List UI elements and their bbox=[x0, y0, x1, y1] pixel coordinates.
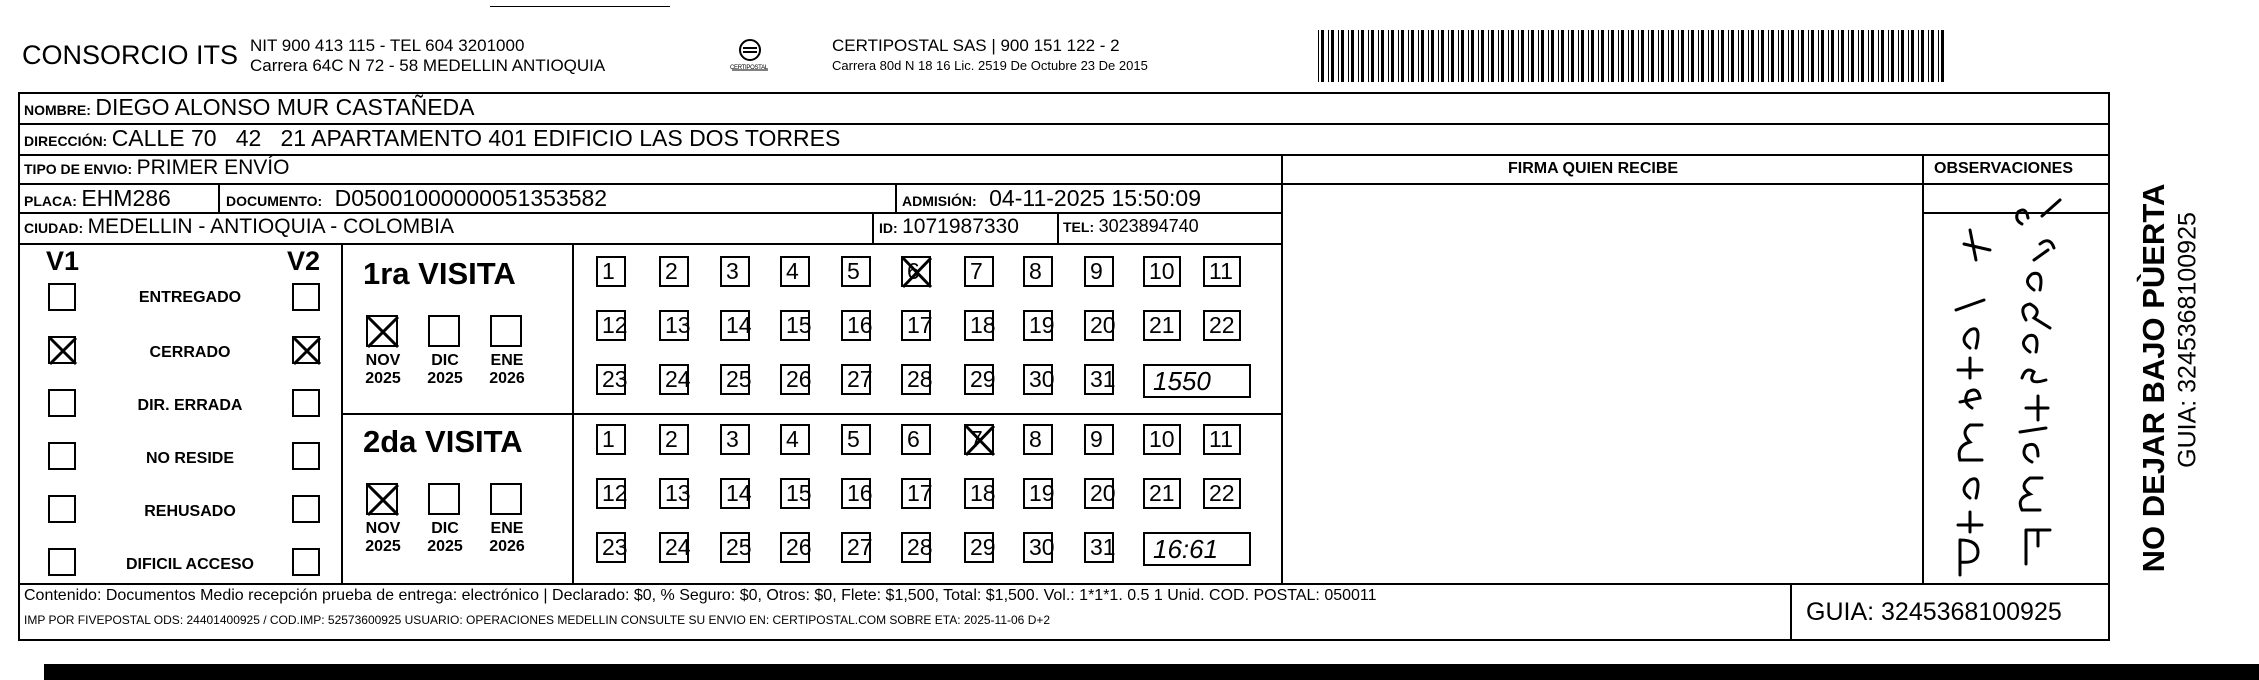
barcode-bar bbox=[1911, 30, 1914, 82]
day-box[interactable]: 25 bbox=[720, 364, 750, 395]
barcode-bar bbox=[1898, 30, 1899, 82]
status-v1-checkbox[interactable] bbox=[48, 389, 76, 417]
direccion-row bbox=[24, 125, 840, 152]
barcode-bar bbox=[1401, 30, 1404, 82]
day-box[interactable]: 2 bbox=[659, 424, 689, 455]
status-v2-checkbox[interactable] bbox=[292, 442, 320, 470]
barcode-bar bbox=[1398, 30, 1399, 82]
status-v2-checkbox[interactable] bbox=[292, 389, 320, 417]
visit-time[interactable]: 1550 bbox=[1143, 364, 1251, 398]
barcode-bar bbox=[1871, 30, 1874, 82]
day-box[interactable]: 5 bbox=[841, 256, 871, 287]
barcode-bar bbox=[1801, 30, 1804, 82]
barcode-bar bbox=[1541, 30, 1544, 82]
barcode-bar bbox=[1501, 30, 1504, 82]
barcode-bar bbox=[1808, 30, 1809, 82]
tel-row bbox=[1063, 216, 1199, 237]
status-label: NO RESIDE bbox=[145, 450, 234, 467]
barcode-bar bbox=[1481, 30, 1484, 82]
day-box[interactable]: 7 bbox=[964, 256, 994, 287]
status-label: DIR. ERRADA bbox=[137, 397, 243, 414]
tipo-label: TIPO DE ENVIO: bbox=[24, 161, 133, 177]
day-box[interactable]: 1 bbox=[596, 424, 626, 455]
barcode-bar bbox=[1768, 30, 1769, 82]
footer-split bbox=[1790, 583, 1792, 641]
barcode-bar bbox=[1788, 30, 1789, 82]
barcode-bar bbox=[1318, 30, 1319, 82]
status-v2-checkbox[interactable] bbox=[292, 336, 320, 364]
barcode-bar bbox=[1411, 30, 1414, 82]
barcode-bar bbox=[1941, 30, 1944, 82]
day-box[interactable]: 12 bbox=[596, 310, 626, 341]
status-v2-checkbox[interactable] bbox=[292, 495, 320, 523]
day-box[interactable]: 2 bbox=[659, 256, 689, 287]
visit1-title: 1ra VISITA bbox=[363, 256, 516, 291]
documento-label: DOCUMENTO: bbox=[226, 193, 323, 209]
barcode-bar bbox=[1781, 30, 1784, 82]
day-box[interactable]: 15 bbox=[780, 310, 810, 341]
barcode-bar bbox=[1741, 30, 1744, 82]
barcode-bar bbox=[1438, 30, 1439, 82]
nombre-row bbox=[24, 94, 474, 121]
barcode-bar bbox=[1721, 30, 1724, 82]
certipostal-address: Carrera 80d N 18 16 Lic. 2519 De Octubre 23 De 2015 bbox=[832, 58, 1148, 73]
month-label: DIC 2025 bbox=[427, 352, 463, 387]
documento-value: D05001000000051353582 bbox=[334, 185, 608, 211]
barcode-bar bbox=[1538, 30, 1539, 82]
barcode-bar bbox=[1618, 30, 1619, 82]
day-box[interactable]: 10 bbox=[1143, 424, 1181, 455]
nombre-value: DIEGO ALONSO MUR CASTAÑEDA bbox=[95, 94, 475, 120]
barcode-bar bbox=[1498, 30, 1499, 82]
barcode-bar bbox=[1601, 30, 1604, 82]
day-box[interactable]: 24 bbox=[659, 364, 689, 395]
barcode-bar bbox=[1811, 30, 1814, 82]
barcode-bar bbox=[1548, 30, 1549, 82]
day-box[interactable]: 4 bbox=[780, 424, 810, 455]
barcode-bar bbox=[1568, 30, 1569, 82]
barcode-bar bbox=[1521, 30, 1524, 82]
barcode-bar bbox=[1738, 30, 1739, 82]
day-box[interactable]: 22 bbox=[1203, 310, 1241, 341]
barcode-bar bbox=[1358, 30, 1359, 82]
row-line bbox=[18, 212, 1282, 214]
barcode-bar bbox=[1641, 30, 1644, 82]
month-checkbox[interactable] bbox=[490, 483, 522, 515]
side-no-dejar: NO DEJAR BAJO PÙERTA bbox=[2136, 183, 2171, 573]
day-box[interactable]: 18 bbox=[964, 310, 994, 341]
day-box[interactable]: 12 bbox=[596, 478, 626, 509]
day-box[interactable]: 8 bbox=[1023, 424, 1053, 455]
placa-label: PLACA: bbox=[24, 193, 77, 209]
barcode-bar bbox=[1851, 30, 1854, 82]
barcode-bar bbox=[1381, 30, 1384, 82]
tipo-row bbox=[24, 156, 289, 180]
handwritten-observation bbox=[1930, 180, 2110, 580]
barcode-bar bbox=[1881, 30, 1884, 82]
barcode-bar bbox=[1588, 30, 1589, 82]
day-box[interactable]: 31 bbox=[1084, 532, 1114, 563]
row-line bbox=[18, 583, 2110, 585]
month-checkbox[interactable] bbox=[428, 483, 460, 515]
day-box[interactable]: 20 bbox=[1084, 310, 1114, 341]
status-label: DIFICIL ACCESO bbox=[125, 556, 254, 573]
barcode-bar bbox=[1428, 30, 1429, 82]
day-box[interactable]: 28 bbox=[901, 364, 931, 395]
barcode-bar bbox=[1441, 30, 1444, 82]
barcode-bar bbox=[1828, 30, 1829, 82]
day-box[interactable]: 21 bbox=[1143, 310, 1181, 341]
x-mark bbox=[292, 336, 322, 366]
v1-header: V1 bbox=[46, 246, 80, 276]
barcode-bar bbox=[1758, 30, 1759, 82]
barcode-bar bbox=[1928, 30, 1929, 82]
barcode-bar bbox=[1351, 30, 1354, 82]
visit-time[interactable]: 16:61 bbox=[1143, 532, 1251, 566]
day-box[interactable]: 28 bbox=[901, 532, 931, 563]
col-line bbox=[1922, 154, 1924, 584]
barcode-bar bbox=[1331, 30, 1334, 82]
barcode-bar bbox=[1328, 30, 1329, 82]
day-box[interactable]: 27 bbox=[841, 532, 871, 563]
day-box[interactable]: 17 bbox=[901, 310, 931, 341]
id-row bbox=[879, 215, 1019, 239]
barcode-bar bbox=[1671, 30, 1674, 82]
barcode-bar bbox=[1668, 30, 1669, 82]
barcode-bar bbox=[1908, 30, 1909, 82]
barcode-bar bbox=[1321, 30, 1324, 82]
barcode-bar bbox=[1361, 30, 1364, 82]
day-box[interactable]: 21 bbox=[1143, 478, 1181, 509]
day-box[interactable]: 14 bbox=[720, 478, 750, 509]
day-box[interactable]: 13 bbox=[659, 310, 689, 341]
placa-row bbox=[24, 185, 171, 212]
visit2-title: 2da VISITA bbox=[363, 424, 523, 459]
barcode-bar bbox=[1341, 30, 1344, 82]
barcode-bar bbox=[1581, 30, 1584, 82]
barcode-bar bbox=[1681, 30, 1684, 82]
id-label: ID: bbox=[879, 220, 898, 236]
barcode-bar bbox=[1561, 30, 1564, 82]
status-v2-checkbox[interactable] bbox=[292, 283, 320, 311]
barcode-bar bbox=[1591, 30, 1594, 82]
barcode-bar bbox=[1918, 30, 1919, 82]
day-box[interactable]: 30 bbox=[1023, 532, 1053, 563]
company-name: CONSORCIO ITS bbox=[22, 40, 239, 70]
barcode-bar bbox=[1471, 30, 1474, 82]
barcode-bar bbox=[1748, 30, 1749, 82]
col-line bbox=[1057, 212, 1059, 244]
barcode-bar bbox=[1858, 30, 1859, 82]
barcode-bar bbox=[1611, 30, 1614, 82]
admision-row bbox=[902, 185, 1201, 212]
barcode-bar bbox=[1478, 30, 1479, 82]
status-label: ENTREGADO bbox=[138, 289, 242, 306]
ciudad-label: CIUDAD: bbox=[24, 220, 84, 236]
status-v1-checkbox[interactable] bbox=[48, 495, 76, 523]
barcode-bar bbox=[1891, 30, 1894, 82]
barcode-bar bbox=[1861, 30, 1864, 82]
top-rule bbox=[490, 6, 670, 7]
month-checkbox[interactable] bbox=[490, 315, 522, 347]
tipo-value: PRIMER ENVÍO bbox=[136, 156, 290, 179]
barcode-bar bbox=[1488, 30, 1489, 82]
day-box[interactable]: 9 bbox=[1084, 424, 1114, 455]
barcode-bar bbox=[1868, 30, 1869, 82]
barcode-bar bbox=[1838, 30, 1839, 82]
barcode-bar bbox=[1821, 30, 1824, 82]
id-value: 1071987330 bbox=[902, 215, 1019, 238]
barcode-bar bbox=[1708, 30, 1709, 82]
day-box[interactable]: 9 bbox=[1084, 256, 1114, 287]
barcode-bar bbox=[1848, 30, 1849, 82]
barcode-bar bbox=[1888, 30, 1889, 82]
footer-guia: GUIA: 3245368100925 bbox=[1806, 598, 2062, 626]
side-guia: GUIA: 3245368100925 bbox=[2173, 212, 2202, 468]
barcode-bar bbox=[1841, 30, 1844, 82]
certipostal-logo bbox=[730, 36, 770, 80]
x-mark bbox=[366, 315, 400, 349]
ciudad-value: MEDELLIN - ANTIOQUIA - COLOMBIA bbox=[87, 215, 454, 238]
barcode-bar bbox=[1468, 30, 1469, 82]
month-label: ENE 2026 bbox=[489, 520, 525, 555]
barcode-bar bbox=[1728, 30, 1729, 82]
certipostal-logo-text: CERTIPOSTAL bbox=[730, 65, 768, 71]
day-box[interactable]: 25 bbox=[720, 532, 750, 563]
direccion-value: CALLE 70 42 21 APARTAMENTO 401 EDIFICIO LAS DOS TORRES bbox=[111, 125, 841, 151]
footer-imp: IMP POR FIVEPOSTAL ODS: 24401400925 / COD.IMP: 52573600925 USUARIO: OPERACIONES MEDELLIN CONSULTE SU ENVIO EN: CERTIPOSTAL.COM SOBRE ETA: 2025-11-06 D+2 bbox=[24, 613, 1051, 627]
footer-contenido: Contenido: Documentos Medio recepción prueba de entrega: electrónico | Declarado: $0, % Seguro: $0, Otros: $0, Flete: $1,500, Total: $1,500. Vol.: 1*1*1. 0.5 1 Unid. COD. POSTAL: 050011 bbox=[24, 587, 1377, 604]
tel-label: TEL: bbox=[1063, 219, 1095, 235]
barcode-bar bbox=[1551, 30, 1554, 82]
status-v1-checkbox[interactable] bbox=[48, 336, 76, 364]
day-box[interactable]: 11 bbox=[1203, 256, 1241, 287]
month-checkbox[interactable] bbox=[366, 315, 398, 347]
admision-value: 04-11-2025 15:50:09 bbox=[989, 185, 1201, 211]
barcode-bar bbox=[1461, 30, 1464, 82]
day-box[interactable]: 7 bbox=[964, 424, 994, 455]
day-box[interactable]: 26 bbox=[780, 532, 810, 563]
month-label: NOV 2025 bbox=[365, 352, 401, 387]
barcode-bar bbox=[1491, 30, 1494, 82]
row-line bbox=[18, 243, 1282, 245]
barcode-bar bbox=[1368, 30, 1369, 82]
barcode-bar bbox=[1338, 30, 1339, 82]
status-v1-checkbox[interactable] bbox=[48, 548, 76, 576]
barcode-bar bbox=[1658, 30, 1659, 82]
nombre-label: NOMBRE: bbox=[24, 102, 91, 118]
status-v1-checkbox[interactable] bbox=[48, 442, 76, 470]
day-box[interactable]: 4 bbox=[780, 256, 810, 287]
row-line bbox=[18, 154, 2110, 156]
barcode-bar bbox=[1701, 30, 1704, 82]
day-box[interactable]: 27 bbox=[841, 364, 871, 395]
barcode-bar bbox=[1751, 30, 1754, 82]
month-label: ENE 2026 bbox=[489, 352, 525, 387]
day-box[interactable]: 14 bbox=[720, 310, 750, 341]
firma-header: FIRMA QUIEN RECIBE bbox=[1508, 160, 1679, 177]
barcode-bar bbox=[1418, 30, 1419, 82]
barcode-bar bbox=[1511, 30, 1514, 82]
barcode-bar bbox=[1818, 30, 1819, 82]
barcode-bar bbox=[1691, 30, 1694, 82]
day-box[interactable]: 29 bbox=[964, 532, 994, 563]
barcode-bar bbox=[1938, 30, 1939, 82]
barcode-bar bbox=[1711, 30, 1714, 82]
day-box[interactable]: 16 bbox=[841, 478, 871, 509]
visit-divider bbox=[341, 413, 1282, 415]
barcode-bar bbox=[1508, 30, 1509, 82]
day-box[interactable]: 23 bbox=[596, 532, 626, 563]
barcode-bar bbox=[1678, 30, 1679, 82]
month-label: NOV 2025 bbox=[365, 520, 401, 555]
col-line bbox=[895, 183, 897, 213]
day-box[interactable]: 6 bbox=[901, 424, 931, 455]
day-box[interactable]: 15 bbox=[780, 478, 810, 509]
day-box[interactable]: 13 bbox=[659, 478, 689, 509]
day-box[interactable]: 5 bbox=[841, 424, 871, 455]
barcode-bar bbox=[1831, 30, 1834, 82]
barcode-bar bbox=[1528, 30, 1529, 82]
barcode-bar bbox=[1771, 30, 1774, 82]
barcode-bar bbox=[1431, 30, 1434, 82]
barcode-bar bbox=[1518, 30, 1519, 82]
barcode-bar bbox=[1531, 30, 1534, 82]
barcode-bar bbox=[1648, 30, 1649, 82]
v2-header: V2 bbox=[287, 246, 321, 276]
barcode-bar bbox=[1408, 30, 1409, 82]
barcode-bar bbox=[1458, 30, 1459, 82]
x-mark bbox=[48, 336, 78, 366]
day-box[interactable]: 11 bbox=[1203, 424, 1241, 455]
barcode-bar bbox=[1598, 30, 1599, 82]
barcode-bar bbox=[1451, 30, 1454, 82]
barcode-bar bbox=[1388, 30, 1389, 82]
barcode-bar bbox=[1621, 30, 1624, 82]
barcode-bar bbox=[1448, 30, 1449, 82]
day-box[interactable]: 29 bbox=[964, 364, 994, 395]
day-box[interactable]: 31 bbox=[1084, 364, 1114, 395]
day-box[interactable]: 6 bbox=[901, 256, 931, 287]
barcode-bar bbox=[1348, 30, 1349, 82]
barcode-bar bbox=[1638, 30, 1639, 82]
certipostal-line: CERTIPOSTAL SAS | 900 151 122 - 2 bbox=[832, 36, 1120, 55]
day-box[interactable]: 17 bbox=[901, 478, 931, 509]
col-line bbox=[1281, 154, 1283, 584]
barcode-bar bbox=[1878, 30, 1879, 82]
col-line bbox=[872, 212, 874, 244]
day-box[interactable]: 16 bbox=[841, 310, 871, 341]
barcode-bar bbox=[1921, 30, 1924, 82]
barcode-bar bbox=[1688, 30, 1689, 82]
barcode-bar bbox=[1558, 30, 1559, 82]
day-box[interactable]: 26 bbox=[780, 364, 810, 395]
col-line bbox=[218, 183, 220, 213]
tel-value: 3023894740 bbox=[1098, 216, 1199, 236]
day-box[interactable]: 23 bbox=[596, 364, 626, 395]
day-box[interactable]: 19 bbox=[1023, 310, 1053, 341]
barcode-bar bbox=[1628, 30, 1629, 82]
status-label: CERRADO bbox=[149, 344, 231, 361]
day-box[interactable]: 19 bbox=[1023, 478, 1053, 509]
barcode-bar bbox=[1791, 30, 1794, 82]
documento-row bbox=[226, 185, 607, 212]
barcode-bar bbox=[1631, 30, 1634, 82]
barcode-bar bbox=[1391, 30, 1394, 82]
barcode-bar bbox=[1778, 30, 1779, 82]
barcode bbox=[1318, 30, 1948, 82]
ciudad-row bbox=[24, 215, 454, 239]
barcode-bar bbox=[1578, 30, 1579, 82]
day-box[interactable]: 1 bbox=[596, 256, 626, 287]
placa-value: EHM286 bbox=[81, 185, 171, 211]
day-box[interactable]: 24 bbox=[659, 532, 689, 563]
barcode-bar bbox=[1571, 30, 1574, 82]
day-box[interactable]: 22 bbox=[1203, 478, 1241, 509]
company-address: Carrera 64C N 72 - 58 MEDELLIN ANTIOQUIA bbox=[250, 56, 606, 75]
barcode-bar bbox=[1731, 30, 1734, 82]
x-mark bbox=[964, 424, 996, 457]
x-mark bbox=[901, 256, 933, 289]
barcode-bar bbox=[1421, 30, 1424, 82]
day-box[interactable]: 3 bbox=[720, 256, 750, 287]
barcode-bar bbox=[1798, 30, 1799, 82]
admision-label: ADMISIÓN: bbox=[902, 193, 977, 209]
barcode-bar bbox=[1608, 30, 1609, 82]
month-checkbox[interactable] bbox=[366, 483, 398, 515]
barcode-bar bbox=[1931, 30, 1934, 82]
observaciones-header: OBSERVACIONES bbox=[1934, 160, 2073, 177]
status-v2-checkbox[interactable] bbox=[292, 548, 320, 576]
day-box[interactable]: 20 bbox=[1084, 478, 1114, 509]
barcode-bar bbox=[1661, 30, 1664, 82]
month-checkbox[interactable] bbox=[428, 315, 460, 347]
bottom-rule bbox=[44, 664, 2259, 680]
barcode-bar bbox=[1371, 30, 1374, 82]
status-label: REHUSADO bbox=[144, 503, 236, 520]
day-box[interactable]: 30 bbox=[1023, 364, 1053, 395]
barcode-bar bbox=[1378, 30, 1379, 82]
day-box[interactable]: 10 bbox=[1143, 256, 1181, 287]
company-nit: NIT 900 413 115 - TEL 604 3201000 bbox=[250, 36, 525, 55]
day-box[interactable]: 18 bbox=[964, 478, 994, 509]
month-label: DIC 2025 bbox=[427, 520, 463, 555]
barcode-bar bbox=[1761, 30, 1764, 82]
day-box[interactable]: 3 bbox=[720, 424, 750, 455]
status-v1-checkbox[interactable] bbox=[48, 283, 76, 311]
x-mark bbox=[366, 483, 400, 517]
barcode-bar bbox=[1901, 30, 1904, 82]
day-box[interactable]: 8 bbox=[1023, 256, 1053, 287]
direccion-label: DIRECCIÓN: bbox=[24, 133, 108, 149]
main-frame bbox=[18, 92, 2110, 641]
barcode-bar bbox=[1698, 30, 1699, 82]
barcode-bar bbox=[1651, 30, 1654, 82]
barcode-bar bbox=[1718, 30, 1719, 82]
